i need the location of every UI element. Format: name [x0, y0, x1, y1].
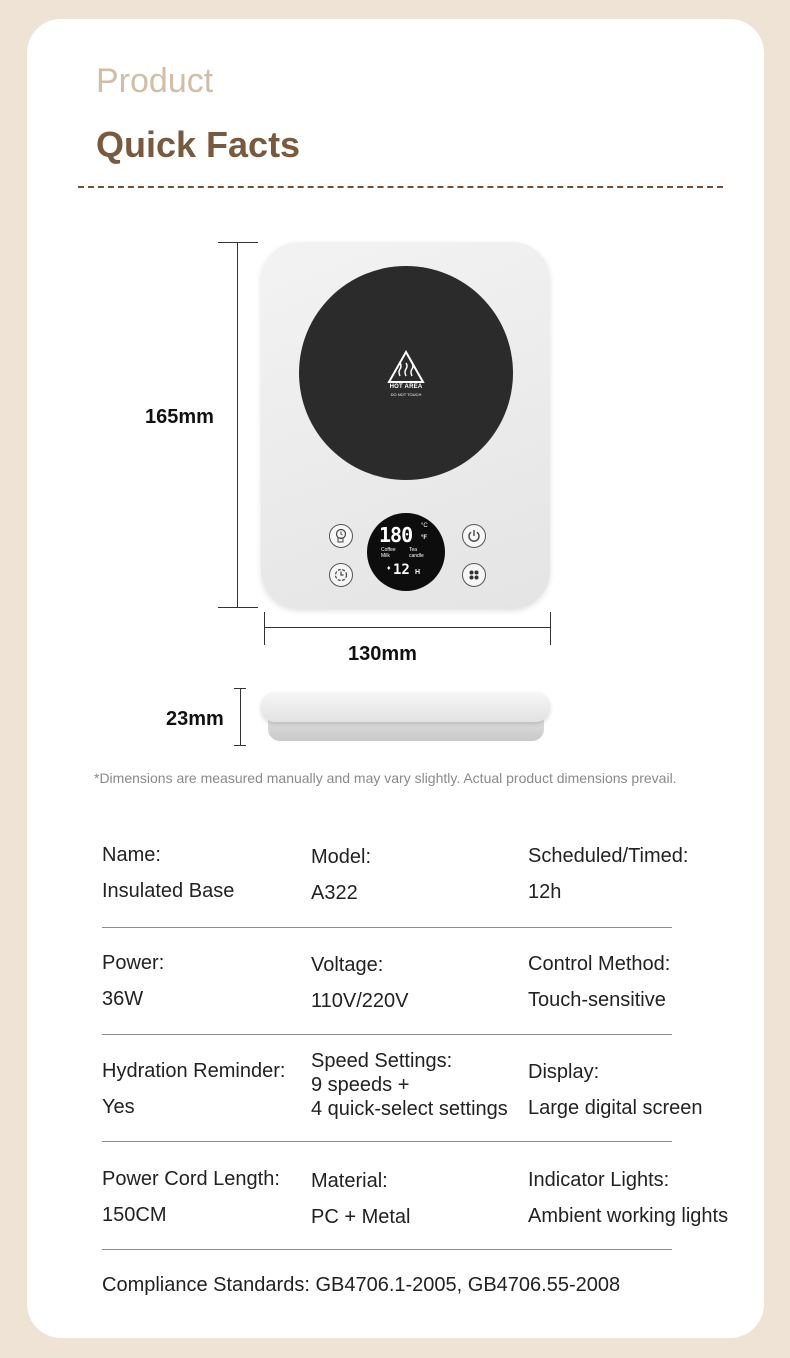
spec-label-material: Material: — [311, 1170, 388, 1192]
section-eyebrow: Product — [96, 62, 214, 100]
mode-tea: Tea — [409, 547, 418, 553]
power-icon — [466, 528, 482, 544]
mode-coffee: Coffee — [381, 547, 396, 553]
spec-label-name: Name: — [102, 844, 161, 866]
width-dimension-tick-left — [264, 612, 265, 645]
spec-label-display: Display: — [528, 1061, 600, 1083]
spec-label-control: Control Method: — [528, 953, 671, 975]
spec-value-speed-line1: 9 speeds + — [311, 1074, 410, 1096]
height-label: 165mm — [145, 406, 214, 428]
spec-value-speed-line2: 4 quick-select settings — [311, 1098, 508, 1120]
timer-readout: 12 — [393, 562, 410, 578]
clock-mug-icon — [333, 528, 349, 544]
spec-label-timer: Scheduled/Timed: — [528, 845, 689, 867]
mode-milk: Milk — [381, 553, 390, 559]
water-drop-icon: ♦ — [387, 565, 391, 572]
spec-row-divider — [102, 1141, 672, 1142]
timer-unit: H — [415, 569, 421, 576]
spec-label-model: Model: — [311, 846, 372, 868]
clock-icon — [333, 567, 349, 583]
mode-candle: candle — [409, 553, 424, 559]
hot-warning-icon — [387, 350, 425, 384]
dimensions-note: *Dimensions are measured manually and may vary slightly. Actual product dimensions prevail. — [94, 770, 677, 786]
hot-area-subtext: DO NOT TOUCH — [390, 392, 422, 397]
depth-dimension-tick-top — [234, 688, 246, 689]
depth-dimension-tick-bottom — [234, 745, 246, 746]
spec-value-voltage: 110V/220V — [311, 990, 409, 1012]
warmer-top-view — [261, 242, 550, 609]
height-dimension-line — [237, 242, 238, 608]
spec-label-lights: Indicator Lights: — [528, 1169, 670, 1191]
spec-label-voltage: Voltage: — [311, 954, 384, 976]
spec-label-hydration: Hydration Reminder: — [102, 1060, 286, 1082]
clock-button[interactable] — [329, 563, 353, 587]
celsius-unit: °C — [421, 523, 428, 529]
digital-display — [367, 513, 445, 591]
spec-value-material: PC + Metal — [311, 1206, 411, 1228]
spec-value-model: A322 — [311, 882, 358, 904]
spec-row-divider — [102, 1249, 672, 1250]
grid-icon — [466, 567, 482, 583]
hot-area-text: HOT AREA — [389, 384, 423, 390]
temperature-readout: 180 — [379, 523, 413, 547]
section-title: Quick Facts — [96, 124, 301, 165]
spec-value-timer: 12h — [528, 881, 562, 903]
spec-label-cord: Power Cord Length: — [102, 1168, 280, 1190]
fahrenheit-unit: °F — [421, 535, 428, 541]
spec-row-divider — [102, 927, 672, 928]
mode-grid-button[interactable] — [462, 563, 486, 587]
spec-row-divider — [102, 1034, 672, 1035]
spec-value-hydration: Yes — [102, 1096, 135, 1118]
warmer-side-view — [261, 692, 550, 722]
spec-value-name: Insulated Base — [102, 880, 235, 902]
spec-value-display: Large digital screen — [528, 1097, 703, 1119]
compliance-standards: Compliance Standards: GB4706.1-2005, GB4706.55-2008 — [102, 1274, 621, 1296]
width-dimension-tick-right — [550, 612, 551, 645]
depth-dimension-line — [240, 688, 241, 746]
width-dimension-line — [264, 627, 551, 628]
spec-value-control: Touch-sensitive — [528, 989, 666, 1011]
dashed-divider — [78, 186, 723, 188]
spec-value-lights: Ambient working lights — [528, 1205, 729, 1227]
power-button[interactable] — [462, 524, 486, 548]
height-dimension-tick-top — [218, 242, 258, 243]
depth-label: 23mm — [166, 708, 224, 730]
spec-label-speed: Speed Settings: — [311, 1050, 453, 1072]
spec-value-power: 36W — [102, 988, 144, 1010]
height-dimension-tick-bottom — [218, 607, 258, 608]
width-label: 130mm — [348, 643, 417, 665]
spec-value-cord: 150CM — [102, 1204, 167, 1226]
warmer-side-base — [268, 719, 544, 741]
timer-mug-button[interactable] — [329, 524, 353, 548]
spec-label-power: Power: — [102, 952, 165, 974]
heating-plate — [299, 266, 513, 480]
